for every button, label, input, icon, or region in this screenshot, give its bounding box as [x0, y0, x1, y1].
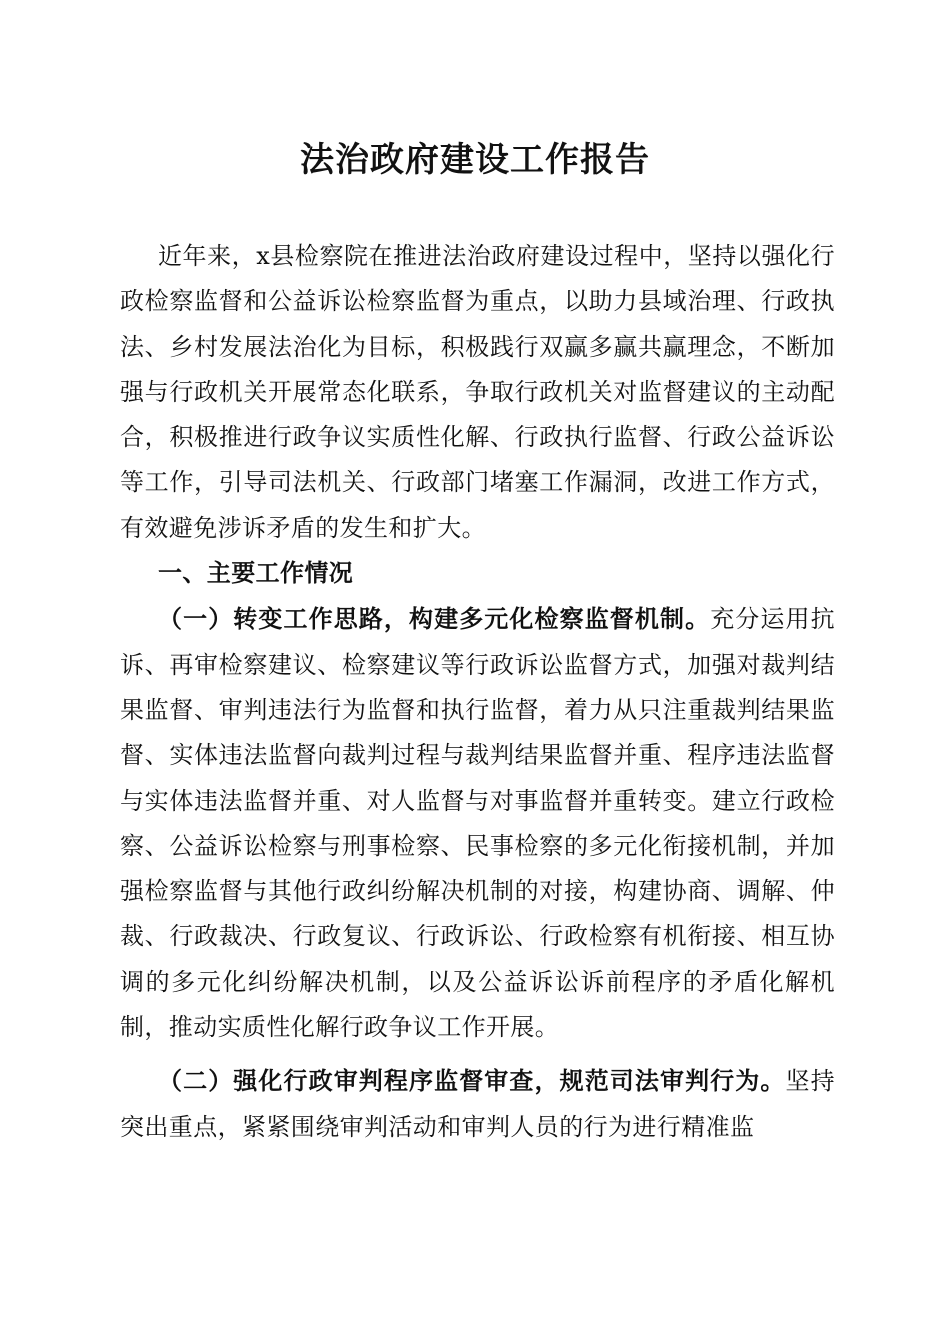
item-1-lead: （一）转变工作思路，构建多元化检察监督机制。: [158, 604, 711, 634]
document-body: [120, 234, 835, 1150]
document-title: 法治政府建设工作报告: [300, 140, 650, 180]
item-2-lead: （二）强化行政审判程序监督审查，规范司法审判行为。: [158, 1066, 786, 1096]
item-1-text: 充分运用抗诉、再审检察建议、检察建议等行政诉讼监督方式，加强对裁判结果监督、审判违法行为监督和执行监督，着力从只注重裁判结果监督、实体违法监督向裁判过程与裁判结果监督并重、程序违法监督与实体违法监督并重、对人监督与对事监督并重转变。建立行政检察、公益诉讼检察与刑事检察、民事检察的多元化衔接机制，并加强检察监督与其他行政纠纷解决机制的对接，构建协商、调解、仲裁、行政裁决、行政复议、行政诉讼、行政检察有机衔接、相互协调的多元化纠纷解决机制，以及公益诉讼诉前程序的矛盾化解机制，推动实质性化解行政争议工作开展。: [120, 605, 835, 1042]
item-1-paragraph: [120, 596, 835, 1050]
section-heading: 一、主要工作情况: [158, 559, 354, 588]
intro-paragraph: 近年来，x县检察院在推进法治政府建设过程中，坚持以强化行政检察监督和公益诉讼检察监督为重点，以助力县域治理、行政执法、乡村发展法治化为目标，积极践行双赢多赢共赢理念，不断加强与行政机关开展常态化联系，争取行政机关对监督建议的主动配合，积极推进行政争议实质性化解、行政执行监督、行政公益诉讼等工作，引导司法机关、行政部门堵塞工作漏洞，改进工作方式，有效避免涉诉矛盾的发生和扩大。: [120, 242, 835, 542]
item-2-paragraph: [120, 1058, 835, 1150]
item-2-text: 坚持突出重点，紧紧围绕审判活动和审判人员的行为进行精准监: [120, 1067, 835, 1141]
